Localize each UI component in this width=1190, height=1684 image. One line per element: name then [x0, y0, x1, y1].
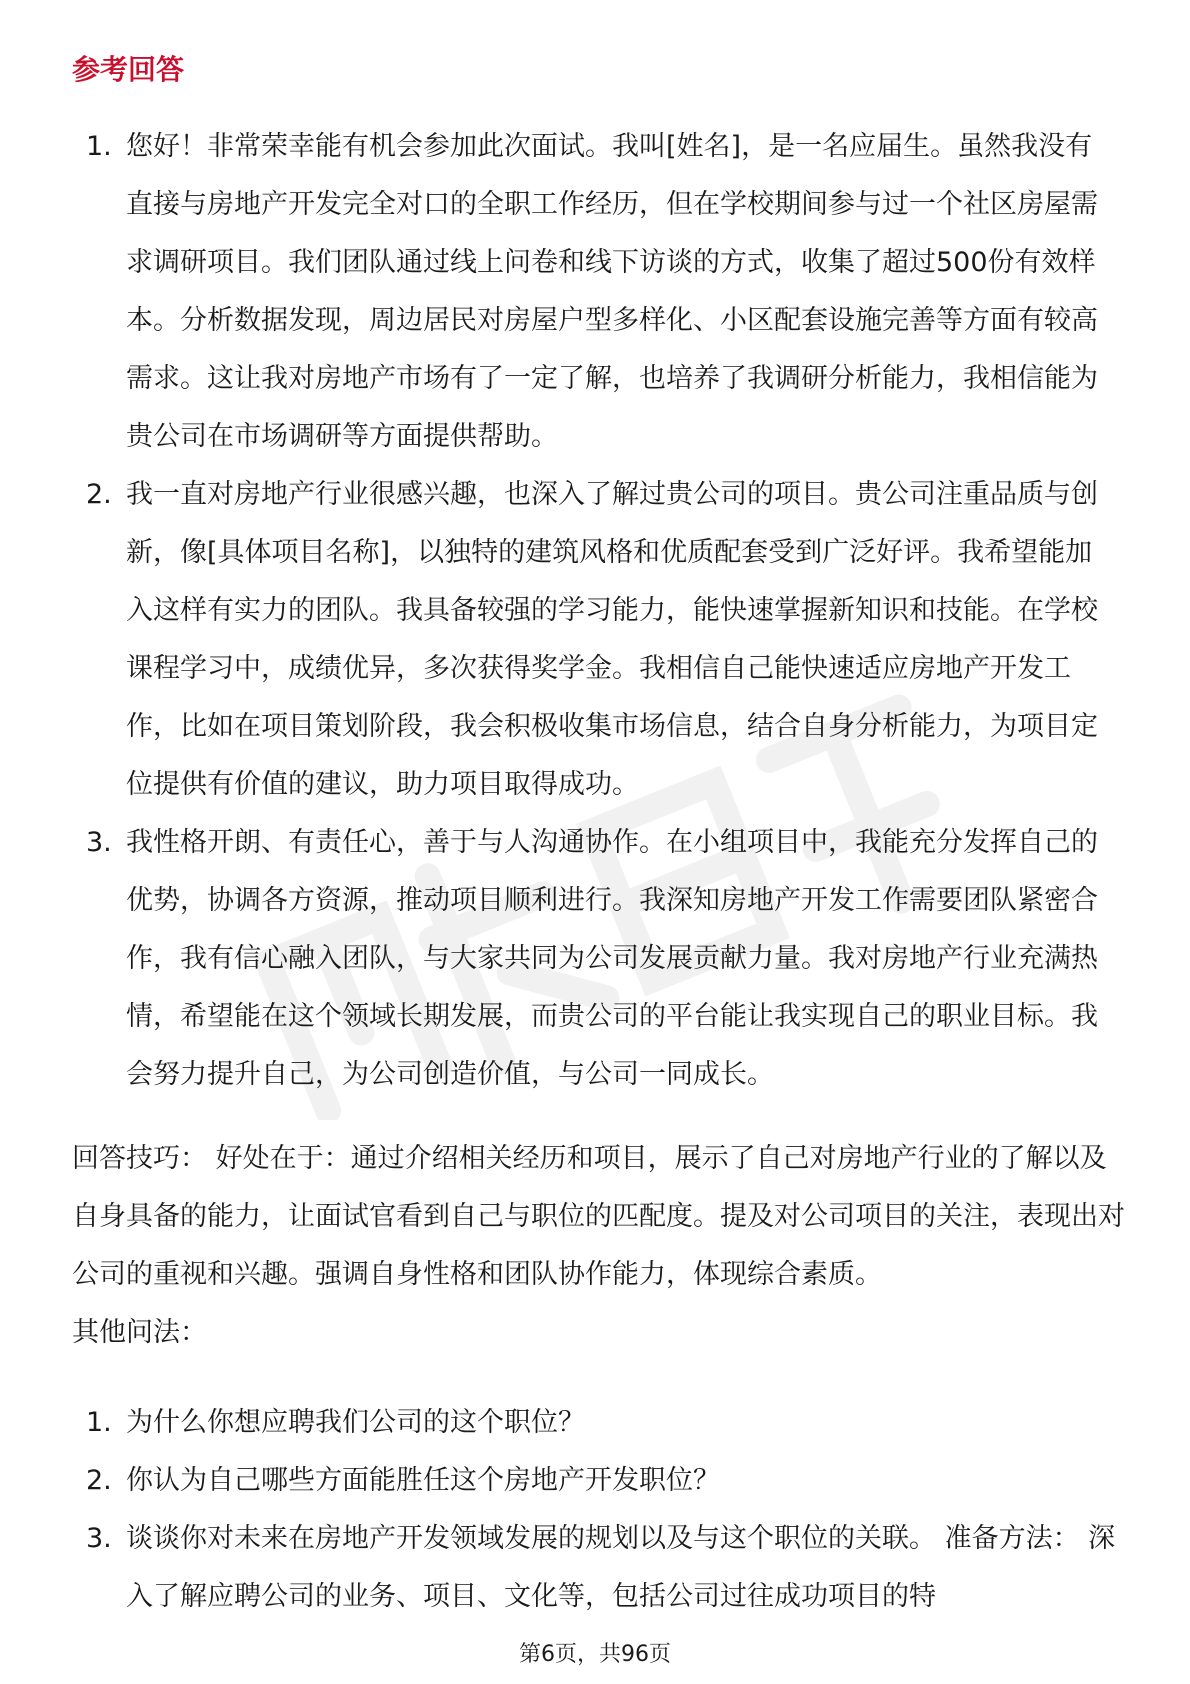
answer-item-3 [72, 814, 1118, 1104]
other-question-item-2 [72, 1452, 1118, 1510]
answer-text: 我性格开朗、有责任心，善于与人沟通协作。在小组项目中，我能充分发挥自己的优势，协调各方资源，推动项目顺利进行。我深知房地产开发工作需要团队紧密合作，我有信心融入团队，与大家共同为公司发展贡献力量。我对房地产行业充满热情，希望能在这个领域长期发展，而贵公司的平台能让我实现自己的职业目标。我会努力提升自己，为公司创造价值，与公司一同成长。 [126, 827, 1098, 1090]
question-text: 谈谈你对未来在房地产开发领域发展的规划以及与这个职位的关联。 准备方法： 深入了解应聘公司的业务、项目、文化等，包括公司过往成功项目的特 [126, 1523, 1116, 1612]
page-footer: 第6页，共96页 [519, 1642, 671, 1667]
other-questions-label: 其他问法： [72, 1317, 207, 1348]
list-number: 3. [86, 827, 112, 858]
question-text: 为什么你想应聘我们公司的这个职位？ [126, 1407, 585, 1438]
list-number: 1. [86, 1407, 112, 1438]
answer-text: 您好！非常荣幸能有机会参加此次面试。我叫[姓名]，是一名应届生。虽然我没有直接与房地产开发完全对口的全职工作经历，但在学校期间参与过一个社区房屋需求调研项目。我们团队通过线上问卷和线下访谈的方式，收集了超过500份有效样本。分析数据发现，周边居民对房屋户型多样化、小区配套设施完善等方面有较高需求。这让我对房地产市场有了一定了解，也培养了我调研分析能力，我相信能为贵公司在市场调研等方面提供帮助。 [126, 131, 1098, 452]
answer-list [72, 118, 1118, 1104]
other-questions-list [72, 1394, 1118, 1626]
answer-tips: 回答技巧： 好处在于：通过介绍相关经历和项目，展示了自己对房地产行业的了解以及自身具备的能力，让面试官看到自己与职位的匹配度。提及对公司项目的关注，表现出对公司的重视和兴趣。强调自身性格和团队协作能力，体现综合素质。 [72, 1143, 1125, 1290]
list-number: 3. [86, 1523, 112, 1554]
answer-text: 我一直对房地产行业很感兴趣，也深入了解过贵公司的项目。贵公司注重品质与创新，像[具体项目名称]，以独特的建筑风格和优质配套受到广泛好评。我希望能加入这样有实力的团队。我具备较强的学习能力，能快速掌握新知识和技能。在学校课程学习中，成绩优异，多次获得奖学金。我相信自己能快速适应房地产开发工作，比如在项目策划阶段，我会积极收集市场信息，结合自身分析能力，为项目定位提供有价值的建议，助力项目取得成功。 [126, 479, 1098, 800]
list-number: 2. [86, 1465, 112, 1496]
section-title: 参考回答 [72, 53, 185, 86]
other-question-item-1 [72, 1394, 1118, 1452]
question-text: 你认为自己哪些方面能胜任这个房地产开发职位？ [126, 1465, 720, 1496]
other-question-item-3 [72, 1510, 1118, 1626]
list-number: 2. [86, 479, 112, 510]
list-number: 1. [86, 131, 112, 162]
answer-item-2 [72, 466, 1118, 814]
answer-item-1 [72, 118, 1118, 466]
